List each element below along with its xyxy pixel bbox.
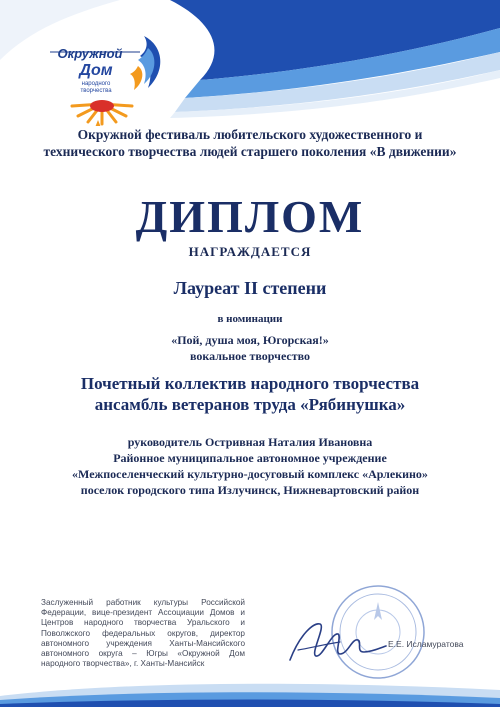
details-block bbox=[0, 434, 500, 498]
nomination-category: вокальное творчество bbox=[189, 349, 311, 363]
leader-line: руководитель Остривная Наталия Ивановна bbox=[127, 435, 373, 449]
logo-line-1: Окружной bbox=[57, 46, 123, 61]
institution-name-line: «Межпоселенческий культурно-досуговый комплекс «Арлекино» bbox=[72, 467, 428, 481]
location-line: поселок городского типа Излучинск, Нижневартовский район bbox=[80, 483, 420, 497]
festival-title bbox=[0, 126, 500, 160]
nomination-name: «Пой, душа моя, Югорская!» bbox=[171, 333, 329, 347]
recipient-block bbox=[0, 373, 500, 415]
logo-line-3: народного творчества bbox=[80, 81, 112, 94]
recipient-name: Почетный коллектив народного творчества ансамбль ветеранов труда «Рябинушка» bbox=[80, 374, 420, 414]
bottom-wave-decoration bbox=[0, 660, 500, 707]
logo-line-2: Дом bbox=[79, 62, 113, 79]
festival-title-text: Окружной фестиваль любительского художественного и технического творчества людей старшего поколения «В движении» bbox=[43, 127, 457, 159]
diploma-heading: ДИПЛОМ bbox=[135, 191, 365, 242]
logo bbox=[44, 26, 174, 126]
laureate-title: Лауреат II степени bbox=[173, 278, 327, 298]
nomination-label: в номинации bbox=[217, 313, 283, 325]
signer-name: Е.Е. Исламуратова bbox=[388, 639, 464, 649]
institution-type-line: Районное муниципальное автономное учреждение bbox=[113, 451, 387, 465]
awarded-label: НАГРАЖДАЕТСЯ bbox=[188, 244, 312, 259]
signer-description: Заслуженный работник культуры Российской Федерации, вице-президент Ассоциации Домов и Центров народного творчества Уральского и Поволжского федеральных округов, директор автономного учреждения Ханты-Мансийского автономного округа – Югры «Окружной Дом народного творчества», г. Ханты-Мансийск bbox=[41, 598, 245, 669]
